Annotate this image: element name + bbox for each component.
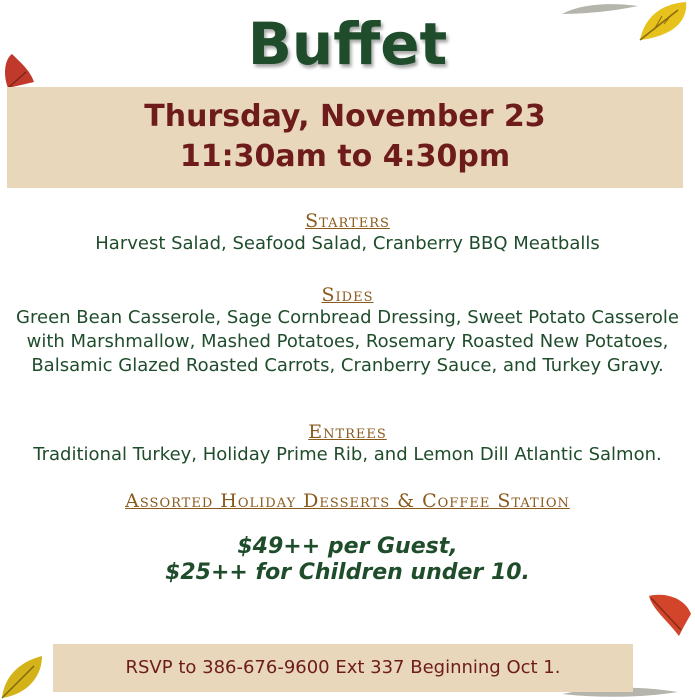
sides-heading: Sides: [321, 284, 374, 306]
starters-items: Harvest Salad, Seafood Salad, Cranberry BBQ Meatballs: [95, 233, 600, 254]
adult-price: $49++ per Guest,: [237, 534, 458, 559]
child-price: $25++ for Children under 10.: [165, 560, 530, 585]
desserts-heading: Assorted Holiday Desserts & Coffee Station: [125, 490, 570, 512]
sides-items: Green Bean Casserole, Sage Cornbread Dressing, Sweet Potato Casserole with Marshmallow, Mashed Potatoes, Rosemary Roasted New Potatoes, Balsamic Glazed Roasted Carrots, Cranberry Sauce, and Turkey Gravy.: [16, 307, 679, 376]
event-date-band: [7, 87, 683, 188]
entrees-section: [10, 421, 685, 467]
event-date: Thursday, November 23: [144, 99, 546, 134]
starters-section: [10, 210, 685, 256]
starters-heading: Starters: [305, 210, 390, 232]
event-time: 11:30am to 4:30pm: [179, 139, 511, 174]
pricing: [0, 534, 695, 586]
entrees-heading: Entrees: [308, 421, 387, 443]
leaf-icon: [645, 590, 695, 638]
rsvp-band: [53, 644, 633, 692]
rsvp-text: RSVP to 386-676-9600 Ext 337 Beginning Oct 1.: [125, 657, 561, 678]
entrees-items: Traditional Turkey, Holiday Prime Rib, and Lemon Dill Atlantic Salmon.: [33, 444, 662, 465]
leaf-icon: [0, 652, 46, 700]
page-title: Buffet: [247, 10, 448, 78]
sides-section: [10, 284, 685, 378]
desserts-section: [10, 490, 685, 512]
